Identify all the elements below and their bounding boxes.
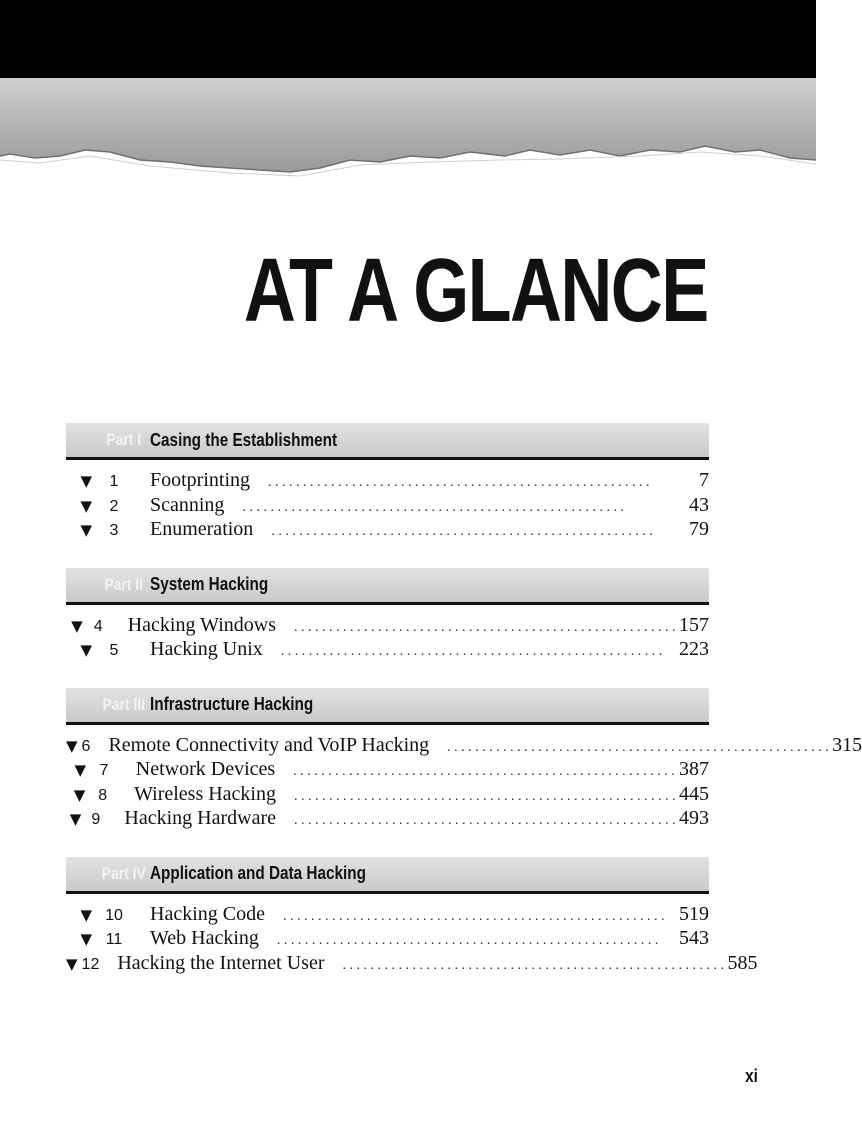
dot-leader: .......................................................	[282, 908, 668, 924]
chapter-title: Network Devices	[135, 758, 276, 780]
part-label: Part IV	[101, 863, 146, 883]
down-triangle-icon: ▼	[80, 521, 92, 539]
down-triangle-icon: ▼	[80, 496, 92, 515]
chapter-entry[interactable]	[66, 493, 709, 518]
chapter-entry[interactable]	[66, 517, 709, 542]
down-triangle-icon: ▼	[74, 761, 87, 779]
dot-leader: .......................................................	[242, 499, 628, 515]
chapter-title: Scanning	[150, 493, 225, 516]
down-triangle-icon: ▼	[71, 616, 83, 635]
chapter-number: 5	[109, 642, 119, 659]
page-number: 519	[679, 902, 709, 925]
chapter-number: 1	[109, 473, 119, 490]
dot-leader: .......................................................	[280, 644, 666, 659]
chapter-number: 4	[93, 617, 103, 635]
chapter-entry[interactable]	[66, 782, 709, 807]
dot-leader: .......................................................	[294, 788, 679, 804]
part-header	[66, 688, 709, 725]
chapter-entry[interactable]	[66, 902, 709, 927]
part-header	[66, 568, 709, 605]
dot-leader: .......................................................	[294, 813, 679, 828]
chapter-number: 10	[105, 906, 123, 924]
page-number: 157	[679, 613, 709, 636]
chapter-title: Hacking the Internet User	[117, 951, 325, 974]
part-section-3	[66, 688, 862, 831]
chapter-entry[interactable]	[66, 613, 709, 638]
chapter-number: 12	[81, 955, 100, 973]
chapter-title: Web Hacking	[150, 927, 259, 949]
dot-leader: .......................................................	[294, 619, 679, 635]
page-title: AT A GLANCE	[244, 241, 708, 341]
down-triangle-icon: ▼	[69, 810, 82, 828]
chapter-entry[interactable]	[66, 806, 709, 831]
chapter-number: 11	[105, 931, 123, 948]
chapter-number: 3	[109, 522, 119, 539]
page-number: 585	[727, 951, 758, 974]
page-number: 387	[679, 758, 709, 780]
dot-leader: .......................................................	[293, 764, 679, 779]
page-number: 543	[679, 927, 709, 949]
dot-leader: .......................................................	[342, 957, 728, 973]
chapter-entry[interactable]	[66, 757, 709, 782]
page-number: 223	[679, 638, 709, 660]
chapter-title: Hacking Windows	[127, 613, 276, 636]
chapter-title: Hacking Hardware	[124, 807, 276, 829]
down-triangle-icon: ▼	[80, 930, 92, 948]
part-section-2	[66, 568, 709, 662]
chapter-entry[interactable]	[66, 951, 758, 976]
chapter-title: Wireless Hacking	[134, 782, 276, 805]
page-number: 79	[689, 518, 709, 540]
page-number: 7	[699, 469, 709, 491]
page-number: 315	[832, 733, 862, 756]
part-title: Casing the Establishment	[150, 429, 338, 450]
chapter-entry[interactable]	[66, 926, 709, 951]
chapter-number: 7	[99, 762, 109, 779]
part-title: Application and Data Hacking	[150, 863, 366, 883]
dot-leader: .......................................................	[268, 475, 654, 490]
page-number: 445	[679, 782, 709, 805]
down-triangle-icon: ▼	[80, 641, 92, 659]
page-number: 493	[679, 807, 709, 829]
chapter-entry[interactable]	[66, 468, 709, 493]
chapter-number: 8	[98, 786, 108, 804]
chapter-number: 2	[109, 497, 119, 515]
chapter-title: Footprinting	[150, 469, 251, 491]
table-of-contents	[66, 423, 862, 1001]
dot-leader: .......................................................	[447, 739, 833, 755]
dot-leader: .......................................................	[271, 524, 657, 539]
chapter-title: Remote Connectivity and VoIP Hacking	[108, 733, 430, 756]
down-triangle-icon: ▼	[66, 954, 78, 973]
folio-page-number: xi	[745, 1066, 758, 1086]
chapter-entry[interactable]	[66, 637, 709, 662]
down-triangle-icon: ▼	[73, 785, 86, 804]
part-label: Part I	[106, 430, 142, 449]
chapter-number: 9	[91, 811, 101, 828]
down-triangle-icon: ▼	[66, 736, 78, 755]
chapter-entry[interactable]	[66, 733, 862, 758]
part-title: Infrastructure Hacking	[150, 694, 314, 714]
part-title: System Hacking	[150, 574, 269, 594]
chapter-title: Enumeration	[150, 518, 254, 540]
part-section-4	[66, 857, 758, 976]
part-section-1	[66, 423, 709, 542]
page-number: 43	[689, 493, 709, 516]
down-triangle-icon: ▼	[80, 905, 92, 924]
chapter-number: 6	[81, 737, 91, 755]
part-header	[66, 423, 709, 460]
part-label: Part III	[102, 694, 146, 714]
part-label: Part II	[104, 574, 144, 594]
chapter-title: Hacking Unix	[150, 638, 263, 660]
part-header	[66, 857, 709, 894]
dot-leader: .......................................................	[276, 933, 662, 948]
down-triangle-icon: ▼	[80, 472, 92, 490]
chapter-title: Hacking Code	[150, 902, 265, 925]
torn-paper-band	[0, 0, 816, 200]
